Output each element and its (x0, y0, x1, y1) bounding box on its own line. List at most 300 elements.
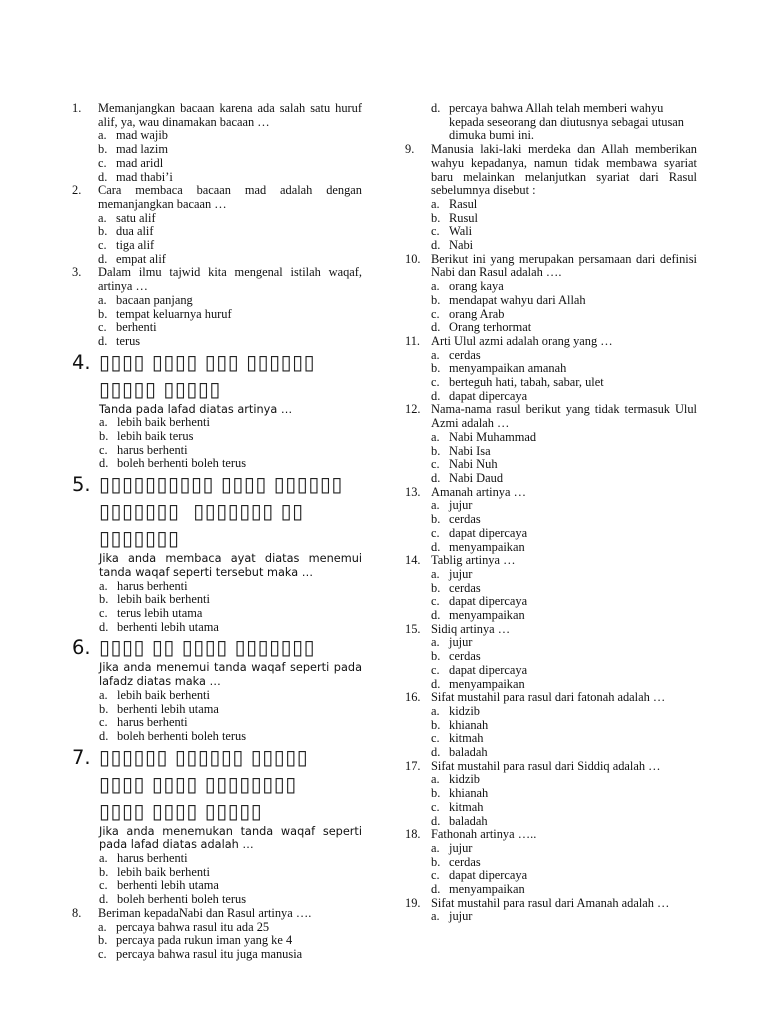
option-text: Nabi (449, 238, 474, 253)
answer-option (431, 869, 697, 883)
question (72, 907, 362, 962)
answer-option (99, 416, 362, 430)
option-text: lebih baik berhenti (117, 415, 210, 430)
answer-option (431, 856, 697, 870)
question-number: 18. (405, 827, 421, 842)
answer-option (98, 157, 362, 171)
option-letter: d. (99, 728, 109, 743)
answer-option (99, 430, 362, 444)
question (405, 102, 697, 143)
option-text: berhenti lebih utama (117, 619, 219, 634)
option-text: bacaan panjang (116, 292, 193, 307)
option-text: Rasul (449, 196, 478, 211)
answer-option (99, 879, 362, 893)
question-text: Dalam ilmu tajwid kita mengenal istilah waqaf, artinya … (98, 265, 362, 294)
answer-option (431, 431, 697, 445)
option-list (98, 129, 362, 184)
option-text: cerdas (449, 649, 481, 664)
option-text: mad aridl (116, 155, 164, 170)
answer-option (431, 883, 697, 897)
question-number: 16. (405, 690, 421, 705)
option-letter: b. (431, 580, 441, 595)
option-text: Nabi Daud (449, 470, 504, 485)
option-letter: c. (98, 320, 107, 335)
option-list (431, 773, 697, 828)
option-letter: b. (431, 512, 441, 527)
option-text: empat alif (116, 251, 166, 266)
answer-option (431, 212, 697, 226)
option-text: menyampaikan amanah (449, 361, 567, 376)
option-text: boleh berhenti boleh terus (117, 456, 247, 471)
option-letter: d. (431, 101, 441, 115)
option-letter: a. (98, 210, 107, 225)
option-letter: c. (431, 799, 440, 814)
question-text: Tanda pada lafad diatas artinya … (99, 402, 293, 416)
question-text: Berikut ini yang merupakan persamaan dari definisi Nabi dan Rasul adalah …. (431, 251, 697, 280)
option-letter: b. (431, 292, 441, 307)
option-text: orang Arab (449, 306, 505, 321)
option-letter: c. (431, 457, 440, 472)
option-text: cerdas (449, 512, 481, 527)
answer-option (98, 321, 362, 335)
option-letter: d. (431, 388, 441, 403)
option-list (431, 910, 697, 924)
question (72, 102, 362, 184)
answer-option (99, 607, 362, 621)
arabic-verse: ▯▯▯▯▯▯▯▯▯▯ ▯▯▯▯ ▯▯▯▯▯▯ ▯▯▯▯▯▯▯ ▯▯▯▯▯▯▯ ▯▯ ▯▯▯▯▯▯▯ (99, 472, 343, 551)
option-text: kidzib (449, 703, 480, 718)
option-text: lebih baik berhenti (117, 864, 210, 879)
answer-option (431, 801, 697, 815)
answer-option (98, 171, 362, 185)
option-letter: d. (431, 813, 441, 828)
question-text: Beriman kepadaNabi dan Rasul artinya …. (98, 905, 312, 920)
answer-option (431, 568, 697, 582)
option-text: berhenti lebih utama (117, 701, 219, 716)
answer-option (98, 239, 362, 253)
option-letter: b. (99, 864, 109, 879)
answer-option (431, 527, 697, 541)
answer-option (431, 102, 697, 143)
option-text: Orang terhormat (449, 320, 532, 335)
option-letter: a. (99, 578, 108, 593)
answer-option (98, 294, 362, 308)
arabic-verse: ▯▯▯▯ ▯▯▯▯ ▯▯▯ ▯▯▯▯▯▯ ▯▯▯▯▯ ▯▯▯▯▯ (99, 349, 316, 401)
answer-option (98, 335, 362, 349)
question (405, 403, 697, 485)
option-text: berteguh hati, tabah, sabar, ulet (449, 375, 604, 390)
question-text: Arti Ulul azmi adalah orang yang … (431, 333, 613, 348)
option-letter: c. (99, 715, 108, 730)
option-letter: c. (431, 868, 440, 883)
option-text: dapat dipercaya (449, 388, 528, 403)
option-text: mad lazim (116, 142, 168, 157)
answer-option (431, 664, 697, 678)
answer-option (431, 595, 697, 609)
option-list (98, 212, 362, 267)
option-letter: a. (98, 919, 107, 934)
question-text: Fathonah artinya ….. (431, 827, 537, 842)
option-letter: d. (98, 333, 108, 348)
question-number: 1. (72, 101, 82, 115)
option-letter: b. (99, 701, 109, 716)
option-letter: d. (431, 608, 441, 623)
option-letter: b. (431, 443, 441, 458)
option-text: Nabi Muhammad (449, 429, 537, 444)
option-text: kitmah (449, 731, 484, 746)
option-letter: a. (99, 415, 108, 430)
answer-option (99, 893, 362, 907)
option-text: percaya bahwa rasul itu ada 25 (116, 919, 270, 934)
option-letter: d. (431, 676, 441, 691)
option-letter: b. (431, 210, 441, 225)
option-text: tiga alif (116, 238, 155, 253)
option-letter: d. (431, 470, 441, 485)
answer-option (431, 815, 697, 829)
option-text: dapat dipercaya (449, 525, 528, 540)
option-letter: a. (98, 292, 107, 307)
question-text: Nama-nama rasul berikut yang tidak termasuk Ulul Azmi adalah … (431, 402, 697, 431)
answer-option (431, 198, 697, 212)
answer-option (98, 308, 362, 322)
question (72, 744, 362, 907)
option-letter: a. (431, 635, 440, 650)
option-text: tempat keluarnya huruf (116, 306, 232, 321)
question-number: 19. (405, 895, 421, 910)
option-text: dapat dipercaya (449, 594, 528, 609)
option-text: menyampaikan (449, 676, 525, 691)
answer-option (431, 842, 697, 856)
option-letter: a. (431, 772, 440, 787)
answer-option (431, 390, 697, 404)
option-text: boleh berhenti boleh terus (117, 892, 247, 907)
question (405, 335, 697, 404)
option-letter: b. (98, 224, 108, 239)
option-list (431, 198, 697, 253)
answer-option (431, 499, 697, 513)
question-text: Cara membaca bacaan mad adalah dengan memanjangkan bacaan … (98, 183, 362, 211)
option-text: cerdas (449, 854, 481, 869)
question-number: 4. (72, 350, 91, 374)
option-text: percaya bahwa rasul itu juga manusia (116, 946, 303, 961)
option-text: cerdas (449, 347, 481, 362)
option-letter: c. (98, 946, 107, 961)
answer-option (431, 225, 697, 239)
question (405, 897, 697, 924)
option-text: berhenti (116, 320, 157, 335)
answer-option (431, 280, 697, 294)
answer-option (99, 580, 362, 594)
option-text: khianah (449, 786, 489, 801)
right-column (405, 102, 697, 924)
option-list (431, 636, 697, 691)
option-text: lebih baik terus (117, 429, 194, 444)
question (405, 253, 697, 335)
answer-option (99, 852, 362, 866)
option-text: jujur (449, 909, 473, 924)
answer-option (431, 445, 697, 459)
option-letter: b. (98, 142, 108, 157)
option-text: menyampaikan (449, 608, 525, 623)
answer-option (99, 621, 362, 635)
option-letter: b. (431, 717, 441, 732)
option-list (98, 294, 362, 349)
question-number: 8. (72, 905, 82, 920)
question-text: Jika anda membaca ayat diatas menemui tanda waqaf seperti tersebut maka … (99, 552, 362, 579)
answer-option (431, 650, 697, 664)
question (405, 554, 697, 623)
answer-option (431, 239, 697, 253)
option-list (98, 921, 362, 962)
answer-option (431, 773, 697, 787)
question-number: 17. (405, 758, 421, 773)
answer-option (98, 948, 362, 962)
question (405, 486, 697, 555)
question-number: 3. (72, 265, 82, 280)
option-list (99, 689, 362, 744)
option-letter: a. (431, 566, 440, 581)
option-text: dapat dipercaya (449, 662, 528, 677)
option-text: kidzib (449, 772, 480, 787)
option-list (431, 568, 697, 623)
answer-option (99, 730, 362, 744)
question-text: Sifat mustahil para rasul dari Amanah adalah … (431, 895, 670, 910)
option-text: harus berhenti (117, 442, 188, 457)
option-text: terus lebih utama (117, 605, 203, 620)
question-text: Sifat mustahil para rasul dari Siddiq adalah … (431, 758, 661, 773)
left-column (72, 102, 362, 962)
option-letter: c. (98, 238, 107, 253)
option-text: harus berhenti (117, 578, 188, 593)
option-text: jujur (449, 566, 473, 581)
option-letter: c. (431, 224, 440, 239)
option-text: dapat dipercaya (449, 868, 528, 883)
question (72, 349, 362, 472)
answer-option (99, 689, 362, 703)
answer-option (99, 593, 362, 607)
option-letter: b. (99, 429, 109, 444)
option-letter: a. (431, 429, 440, 444)
question-number: 2. (72, 183, 82, 198)
answer-option (431, 458, 697, 472)
question-text: Sidiq artinya … (431, 621, 511, 636)
question-text: Tablig artinya … (431, 553, 516, 568)
option-text: khianah (449, 717, 489, 732)
option-text: terus (116, 333, 141, 348)
option-letter: d. (431, 745, 441, 760)
option-letter: d. (99, 456, 109, 471)
answer-option (99, 703, 362, 717)
answer-option (431, 376, 697, 390)
option-text: mendapat wahyu dari Allah (449, 292, 586, 307)
option-letter: a. (99, 687, 108, 702)
option-list (99, 852, 362, 907)
option-letter: d. (431, 238, 441, 253)
answer-option (98, 934, 362, 948)
option-letter: c. (99, 442, 108, 457)
answer-option (98, 143, 362, 157)
answer-option (431, 910, 697, 924)
option-list (431, 499, 697, 554)
option-letter: c. (98, 155, 107, 170)
answer-option (431, 321, 697, 335)
question (405, 828, 697, 897)
option-text: jujur (449, 635, 473, 650)
answer-option (431, 719, 697, 733)
option-text: Nabi Nuh (449, 457, 498, 472)
question-text: Manusia laki-laki merdeka dan Allah memberikan wahyu kepadanya, namun tidak membawa syariat baru melainkan melanjutkan syariat dari Rasul sebelumnya disebut : (431, 142, 697, 198)
answer-option (98, 253, 362, 267)
option-list (431, 705, 697, 760)
option-text: Rusul (449, 210, 478, 225)
question (405, 143, 697, 253)
answer-option (431, 349, 697, 363)
question-number: 7. (72, 745, 91, 769)
answer-option (431, 609, 697, 623)
option-text: percaya pada rukun iman yang ke 4 (116, 933, 293, 948)
option-text: baladah (449, 813, 488, 828)
option-text: lebih baik berhenti (117, 687, 210, 702)
option-list (431, 431, 697, 486)
answer-option (431, 746, 697, 760)
question-number: 15. (405, 621, 421, 636)
answer-option (431, 787, 697, 801)
option-letter: b. (431, 649, 441, 664)
question-text: Sifat mustahil para rasul dari fatonah adalah … (431, 690, 666, 705)
option-list (431, 280, 697, 335)
answer-option (431, 362, 697, 376)
arabic-verse: ▯▯▯▯▯▯ ▯▯▯▯▯▯ ▯▯▯▯▯ ▯▯▯▯ ▯▯▯▯ ▯▯▯▯▯▯▯▯ ▯▯▯▯ ▯▯▯▯ ▯▯▯▯▯ (99, 744, 309, 823)
option-text: boleh berhenti boleh terus (117, 728, 247, 743)
option-letter: d. (99, 619, 109, 634)
question (405, 623, 697, 692)
answer-option (431, 582, 697, 596)
option-text: baladah (449, 745, 488, 760)
option-text: berhenti lebih utama (117, 878, 219, 893)
option-list (431, 842, 697, 897)
option-letter: d. (98, 169, 108, 184)
answer-option (99, 457, 362, 471)
option-text: satu alif (116, 210, 156, 225)
option-list (99, 416, 362, 471)
question-number: 9. (405, 142, 415, 157)
option-letter: d. (99, 892, 109, 907)
option-text: Wali (449, 224, 473, 239)
option-letter: c. (431, 731, 440, 746)
option-letter: c. (99, 605, 108, 620)
question-text: Jika anda menemukan tanda waqaf seperti pada lafad diatas adalah … (99, 824, 362, 852)
question (72, 634, 362, 743)
question (72, 266, 362, 348)
option-letter: c. (431, 306, 440, 321)
option-letter: d. (431, 882, 441, 897)
option-letter: a. (431, 498, 440, 513)
option-text: percaya bahwa Allah telah memberi wahyu kepada seseorang dan diutusnya sebagai utusan dimuka bumi ini. (449, 101, 685, 143)
option-letter: a. (99, 851, 108, 866)
option-letter: b. (98, 306, 108, 321)
option-letter: a. (98, 128, 107, 143)
question (405, 760, 697, 829)
answer-option (431, 541, 697, 555)
option-letter: c. (431, 662, 440, 677)
option-letter: c. (99, 878, 108, 893)
option-letter: b. (431, 361, 441, 376)
option-letter: b. (431, 854, 441, 869)
option-text: jujur (449, 840, 473, 855)
question (72, 184, 362, 266)
option-list (431, 102, 697, 143)
answer-option (431, 308, 697, 322)
option-text: harus berhenti (117, 851, 188, 866)
option-letter: a. (431, 196, 440, 211)
option-letter: b. (99, 592, 109, 607)
option-letter: d. (431, 320, 441, 335)
option-letter: c. (431, 594, 440, 609)
question-number: 10. (405, 251, 421, 266)
question-number: 14. (405, 553, 421, 568)
option-text: orang kaya (449, 279, 504, 294)
option-letter: c. (431, 375, 440, 390)
option-text: dua alif (116, 224, 154, 239)
option-text: mad wajib (116, 128, 168, 143)
option-letter: a. (431, 909, 440, 924)
question-number: 5. (72, 473, 91, 497)
option-letter: b. (98, 933, 108, 948)
answer-option (99, 444, 362, 458)
option-text: lebih baik berhenti (117, 592, 210, 607)
answer-option (98, 225, 362, 239)
option-letter: c. (431, 525, 440, 540)
option-letter: a. (431, 279, 440, 294)
option-letter: a. (431, 703, 440, 718)
option-text: Nabi Isa (449, 443, 491, 458)
question (72, 471, 362, 634)
option-letter: a. (431, 347, 440, 362)
option-list (99, 580, 362, 635)
option-letter: d. (98, 251, 108, 266)
answer-option (98, 921, 362, 935)
option-text: harus berhenti (117, 715, 188, 730)
option-text: menyampaikan (449, 882, 525, 897)
question (405, 691, 697, 760)
answer-option (431, 294, 697, 308)
option-text: kitmah (449, 799, 484, 814)
answer-option (98, 212, 362, 226)
option-text: cerdas (449, 580, 481, 595)
answer-option (431, 678, 697, 692)
arabic-verse: ▯▯▯▯ ▯▯ ▯▯▯▯ ▯▯▯▯▯▯▯ (99, 635, 316, 660)
option-letter: a. (431, 840, 440, 855)
question-text: Memanjangkan bacaan karena ada salah satu huruf alif, ya, wau dinamakan bacaan … (98, 101, 362, 129)
question-number: 11. (405, 333, 421, 348)
answer-option (431, 732, 697, 746)
question-number: 12. (405, 402, 421, 417)
answer-option (99, 716, 362, 730)
answer-option (431, 513, 697, 527)
question-text: Jika anda menemui tanda waqaf seperti pada lafadz diatas maka … (99, 661, 362, 689)
question-number: 6. (72, 636, 91, 660)
answer-option (431, 705, 697, 719)
option-list (431, 349, 697, 404)
option-letter: b. (431, 786, 441, 801)
option-text: jujur (449, 498, 473, 513)
answer-option (431, 636, 697, 650)
option-letter: d. (431, 539, 441, 554)
question-number: 13. (405, 484, 421, 499)
answer-option (99, 866, 362, 880)
option-text: mad thabi’i (116, 169, 173, 184)
answer-option (98, 129, 362, 143)
